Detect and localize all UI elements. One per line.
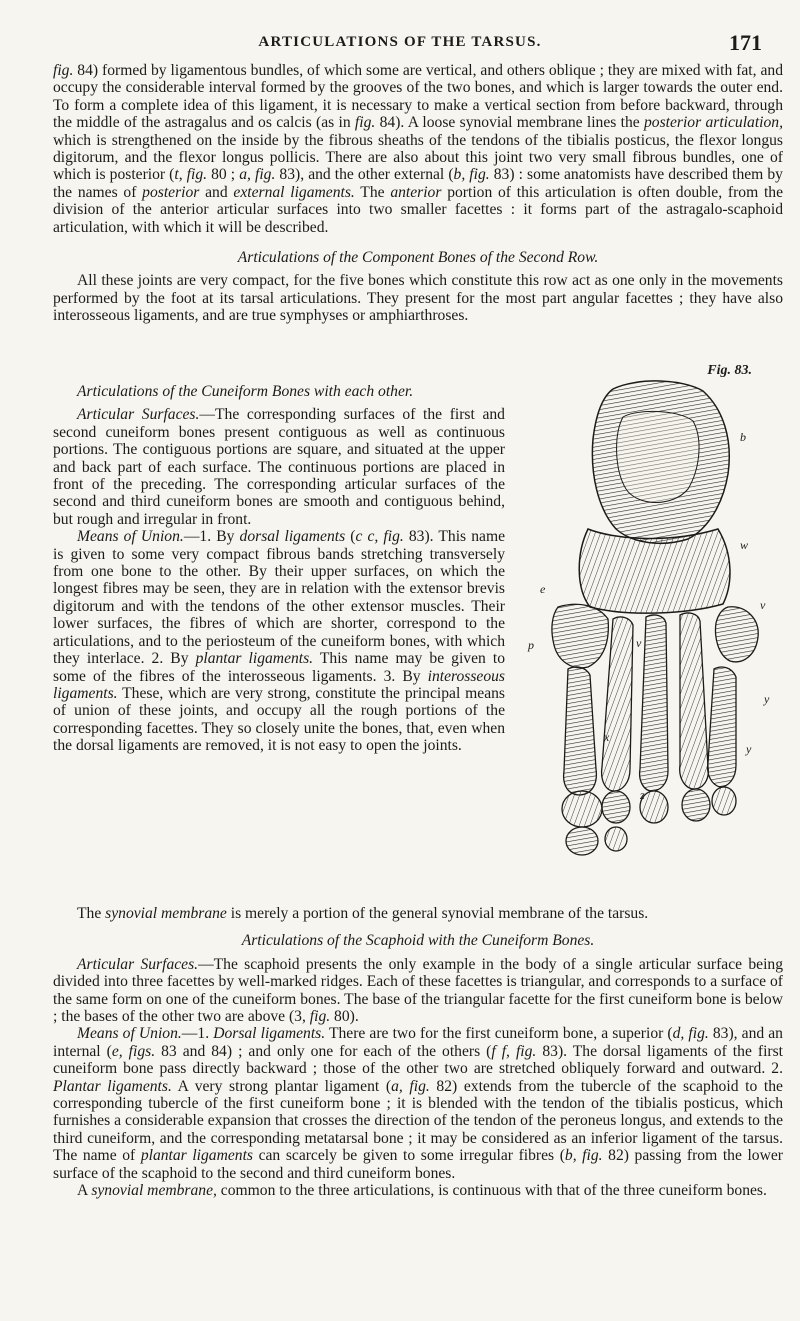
paragraph-3: Articular Surfaces.—The corresponding surfaces of the first and second cuneiform bones present contiguous as well as continuous portions. The contiguous portions are square, and situated at the upper and back part of each surface. The continuous portions are placed in front of the preceding. The corresponding articular surfaces of the second and third cuneiform bones are smooth and contiguous behind, but rough and irregular in front. bbox=[53, 406, 505, 528]
figure-letter-z: z bbox=[640, 788, 645, 802]
paragraph-5: The synovial membrane is merely a portion of the general synovial membrane of the tarsus. bbox=[77, 905, 649, 922]
figure-letter-b: b bbox=[740, 430, 746, 444]
section-heading-second-row: Articulations of the Component Bones of the Second Row. bbox=[237, 249, 599, 267]
foot-ligament-illustration bbox=[518, 379, 788, 863]
paragraph-2: All these joints are very compact, for the five bones which constitute this row act as one only in the movements performed by the foot at its tarsal articulations. They present for the most part angular facettes ; they have also interosseous ligaments, and are true symphyses or amphiarthroses. bbox=[53, 272, 783, 325]
figure-letter-v-right: v bbox=[760, 598, 766, 612]
figure-83 bbox=[518, 363, 788, 863]
paragraph-8: A synovial membrane, common to the three articulations, is continuous with that of the three cuneiform bones. bbox=[77, 1182, 767, 1200]
figure-letter-v-inner: v bbox=[636, 636, 642, 650]
text-column-narrow bbox=[53, 383, 505, 755]
running-header bbox=[0, 30, 800, 60]
figure-letter-y-lower: y bbox=[746, 742, 752, 756]
running-title: ARTICULATIONS OF THE TARSUS. bbox=[258, 34, 542, 50]
text-top bbox=[53, 62, 783, 325]
paragraph-1: fig. 84) formed by ligamentous bundles, of which some are vertical, and others oblique ; they are mixed with fat, and occupy the considerable interval formed by the grooves of the two bones, and which is larger towards the outer end. To form a complete idea of this ligament, it is necessary to make a vertical section from before backward, through the middle of the astragalus and os calcis (as in fig. 84). A loose synovial membrane lines the posterior articulation, which is strengthened on the inside by the fibrous sheaths of the tendons of the tibialis posticus, the flexor longus digitorum, and the flexor longus pollicis. There are also about this joint two very small fibrous bundles, one of which is posterior (t, fig. 80 ; a, fig. 83), and the other external (b, fig. 83) : some anatomists have described them by the names of posterior and external ligaments. The anterior portion of this articulation is often double, from the division of the anterior articular surfaces into two smaller facettes : it forms part of the astragalo-scaphoid articulation, with which it will be described. bbox=[53, 62, 784, 236]
section-heading-cuneiform: Articulations of the Cuneiform Bones with each other. bbox=[77, 383, 414, 400]
section-heading-scaphoid: Articulations of the Scaphoid with the Cuneiform Bones. bbox=[241, 932, 595, 950]
figure-letter-y-upper: y bbox=[764, 692, 770, 706]
paragraph-7: Means of Union.—1. Dorsal ligaments. There are two for the first cuneiform bone, a superior (d, fig. 83), and an internal (e, figs. 83 and 84) ; and only one for each of the others (f f, fig. 83). The dorsal ligaments of the first cuneiform bone pass directly backward ; those of the other two are stretched obliquely forward and outward. 2. Plantar ligaments. A very strong plantar ligament (a, fig. 82) extends from the tubercle of the scaphoid to the corresponding tubercle of the first cuneiform bone ; it is blended with the tendon of the tibialis posticus, which furnishes a considerable expansion that crosses the direction of the tendon of the peroneus longus, and extends to the third cuneiform, and the corresponding metatarsal bone ; it may be considered as an inferior ligament of the tarsus. The name of plantar ligaments can scarcely be given to some irregular fibres (b, fig. 82) passing from the lower surface of the scaphoid to the second and third cuneiform bones. bbox=[53, 1025, 783, 1182]
figure-letter-e: e bbox=[540, 582, 546, 596]
figure-letter-x: x bbox=[604, 730, 610, 744]
figure-letter-p: p bbox=[528, 638, 534, 652]
figure-label: Fig. 83. bbox=[707, 363, 752, 378]
paragraph-6: Articular Surfaces.—The scaphoid presents the only example in the body of a single articular surface being divided into three facettes by well-marked ridges. Each of these facettes is triangular, and corresponds to a surface of the same form on one of the cuneiform bones. The base of the triangular facette for the first cuneiform bone is below ; the bases of the other two are above (3, fig. 80). bbox=[53, 955, 783, 1026]
text-bottom bbox=[53, 905, 783, 1200]
toe-joints bbox=[562, 787, 736, 855]
figure-letter-w: w bbox=[740, 538, 749, 552]
hindfoot-bones bbox=[592, 381, 729, 543]
paragraph-4: Means of Union.—1. By dorsal ligaments (c c, fig. 83). This name is given to some very compact fibrous bands stretching transversely from one bone to the other. By their upper surfaces, on which the longest fibres may be seen, they are in relation with the extensor brevis digitorum and with the tendons of the other extensor muscles. Their lower surfaces, the fibres of which are shorter, correspond to the articulations, and to the periosteum of the cuneiform bones, with which they interlace. 2. By plantar ligaments. This name may be given to some of the fibres of the interosseous ligaments. 3. By interosseous ligaments. These, which are very strong, constitute the principal means of union of these joints, and occupy all the rough portions of the corresponding facettes. They so closely unite the bones, that, even when the dorsal ligaments are removed, it is not easy to open the joints. bbox=[53, 528, 506, 755]
page-number: 171 bbox=[729, 30, 762, 55]
